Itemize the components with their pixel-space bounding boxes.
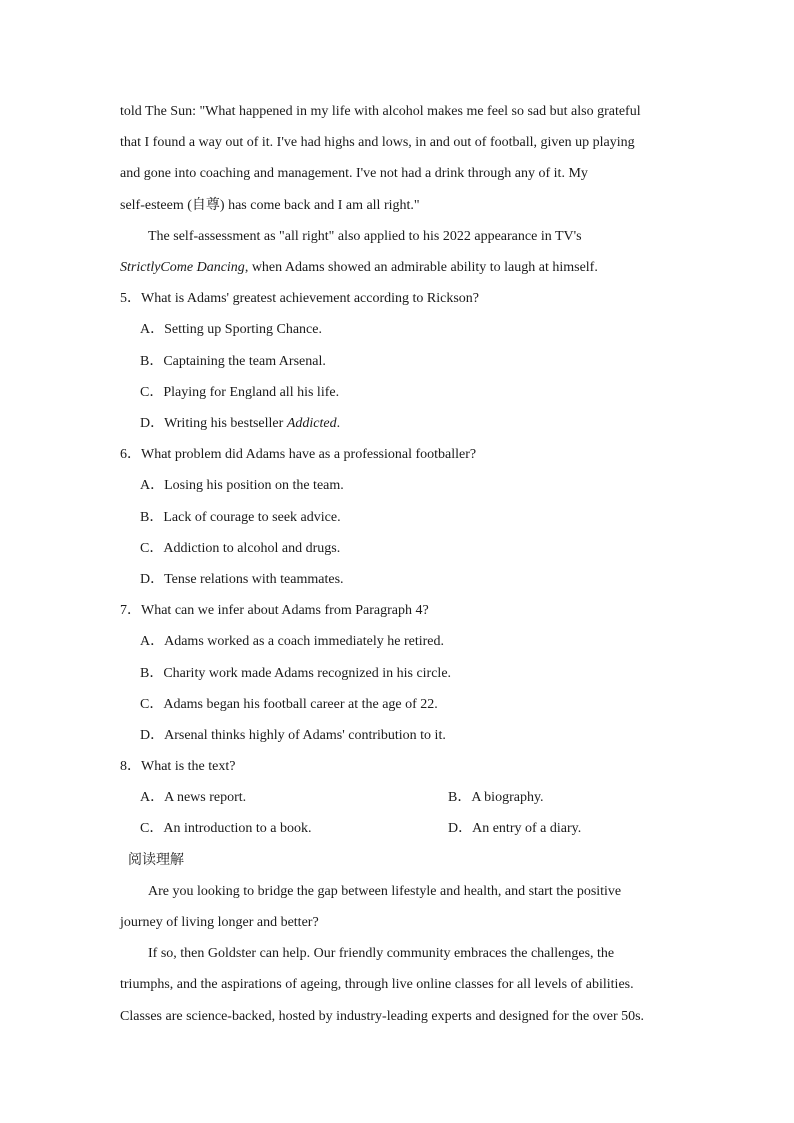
- passage-line: told The Sun: "What happened in my life with alcohol makes me feel so sad but also grateful: [120, 104, 641, 119]
- option-b: B．Lack of courage to seek advice.: [140, 510, 341, 525]
- question-stem: 6．What problem did Adams have as a professional footballer?: [120, 447, 477, 462]
- option-a: A．Adams worked as a coach immediately he retired.: [140, 634, 445, 649]
- option-a: A．Setting up Sporting Chance.: [140, 322, 322, 337]
- passage-line: If so, then Goldster can help. Our friendly community embraces the challenges, the: [148, 946, 615, 961]
- question-stem: 5．What is Adams' greatest achievement according to Rickson?: [120, 291, 480, 306]
- option-d: [140, 414, 340, 434]
- option-c: C．Adams began his football career at the age of 22.: [140, 697, 438, 712]
- passage-line: that I found a way out of it. I've had highs and lows, in and out of football, given up playing: [120, 135, 635, 150]
- option-d: D．Arsenal thinks highly of Adams' contribution to it.: [140, 728, 446, 743]
- question-stem: 8．What is the text?: [120, 759, 236, 774]
- passage-line: Are you looking to bridge the gap between lifestyle and health, and start the positive: [148, 884, 622, 899]
- option-b: B．Charity work made Adams recognized in his circle.: [140, 666, 452, 681]
- section-title: 阅读理解: [128, 852, 184, 868]
- option-c: C．Addiction to alcohol and drugs.: [140, 541, 341, 556]
- option-b: B．Captaining the team Arsenal.: [140, 354, 326, 369]
- option-d-text: D．Writing his bestseller: [140, 416, 287, 431]
- option-c: C．An introduction to a book.: [140, 821, 312, 836]
- passage-line: self-esteem (自尊) has come back and I am all right.": [120, 198, 420, 213]
- paragraph-line: The self-assessment as "all right" also applied to his 2022 appearance in TV's: [148, 229, 582, 244]
- question-stem: 7．What can we infer about Adams from Paragraph 4?: [120, 603, 429, 618]
- paragraph-line: [120, 258, 598, 278]
- passage-line: journey of living longer and better?: [120, 915, 319, 930]
- paragraph-text: , when Adams showed an admirable ability to laugh at himself.: [244, 260, 598, 275]
- option-d-end: .: [336, 416, 341, 431]
- option-a: A．A news report.: [140, 790, 247, 805]
- option-d: D．Tense relations with teammates.: [140, 572, 344, 587]
- option-b: B．A biography.: [448, 790, 544, 805]
- option-c: C．Playing for England all his life.: [140, 385, 340, 400]
- passage-line: and gone into coaching and management. I've not had a drink through any of it. My: [120, 166, 588, 181]
- option-d: D．An entry of a diary.: [448, 821, 582, 836]
- passage-line: triumphs, and the aspirations of ageing, through live online classes for all levels of abilities.: [120, 977, 634, 992]
- option-a: A．Losing his position on the team.: [140, 478, 344, 493]
- show-title: StrictlyCome Dancing: [120, 260, 245, 275]
- book-title: Addicted: [286, 416, 337, 431]
- passage-line: Classes are science-backed, hosted by industry-leading experts and designed for the over 50s.: [120, 1009, 645, 1024]
